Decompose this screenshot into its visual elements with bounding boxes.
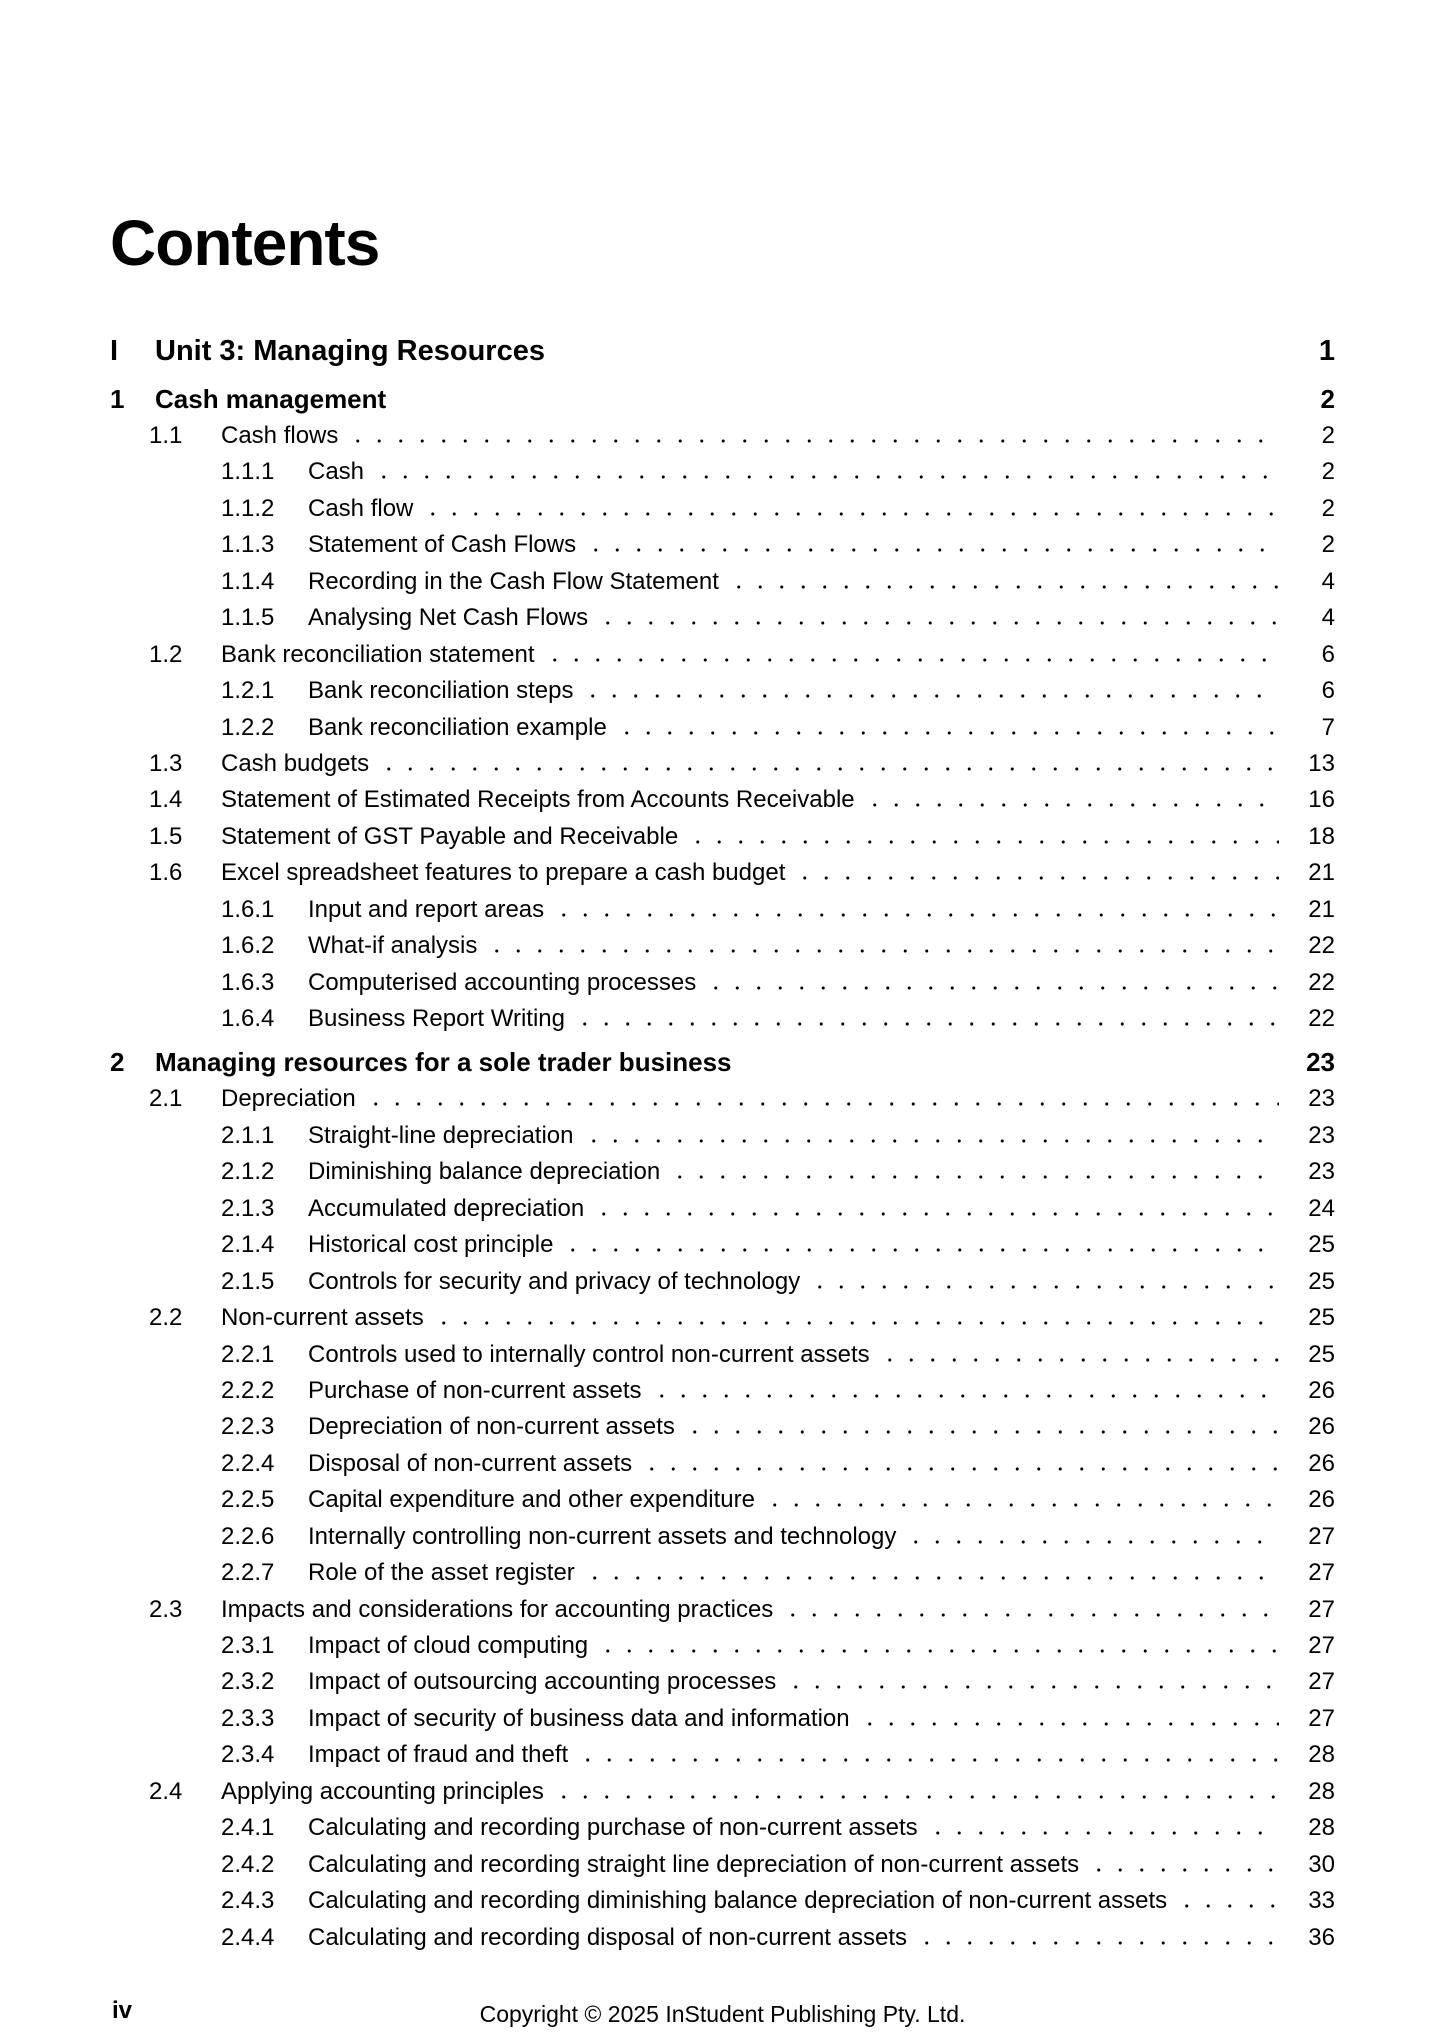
toc-leader-dots <box>395 404 1279 408</box>
toc-entry-title: Calculating and recording disposal of non-current assets <box>308 1923 908 1951</box>
toc-leader-dots <box>553 1795 1279 1799</box>
toc-leader-dots <box>1176 1904 1279 1908</box>
toc-entry-title: Bank reconciliation steps <box>308 677 574 705</box>
toc-entry-number: 2.1 <box>149 1085 183 1113</box>
toc-entry-number: 2.4.3 <box>221 1887 275 1915</box>
toc-entry-title: Cash flow <box>308 494 414 522</box>
toc-entry-page: 2 <box>1321 422 1335 449</box>
toc-leader-dots <box>347 439 1279 443</box>
toc-entry-page: 21 <box>1308 859 1335 887</box>
toc-entry-title: Cash flows <box>221 422 339 449</box>
toc-entry-page: 27 <box>1308 1632 1335 1659</box>
toc-leader-dots <box>597 1649 1279 1653</box>
toc-leader-dots <box>669 1175 1279 1179</box>
toc-entry[interactable] <box>110 1118 1335 1154</box>
toc-entry-title: Non-current assets <box>221 1304 424 1332</box>
toc-entry-title: Accumulated depreciation <box>308 1194 585 1222</box>
toc-entry-page: 22 <box>1308 932 1335 960</box>
toc-leader-dots <box>794 876 1279 880</box>
toc-entry-title: Straight-line depreciation <box>308 1121 574 1149</box>
toc-leader-dots <box>373 475 1279 479</box>
toc-entry-page: 28 <box>1308 1814 1335 1842</box>
toc-entry[interactable] <box>110 637 1335 673</box>
toc-entry-title: Depreciation <box>221 1085 356 1113</box>
toc-entry[interactable] <box>110 1664 1335 1700</box>
toc-leader-dots <box>809 1285 1279 1289</box>
toc-entry-title: Diminishing balance depreciation <box>308 1158 661 1186</box>
toc-entry-title: Impact of outsourcing accounting processes <box>308 1668 777 1696</box>
toc-leader-dots <box>486 949 1279 953</box>
toc-entry-number: 2.2 <box>149 1304 183 1332</box>
toc-entry[interactable] <box>110 673 1335 709</box>
toc-entry-number: 2.2.3 <box>221 1413 275 1441</box>
toc-entry[interactable] <box>110 1044 1335 1081</box>
toc-entry-number: 2.4 <box>149 1777 183 1805</box>
toc-entry[interactable] <box>110 1373 1335 1409</box>
toc-leader-dots <box>651 1394 1279 1398</box>
toc-entry-page: 27 <box>1308 1668 1335 1696</box>
toc-entry-number: 2.2.5 <box>221 1486 275 1514</box>
page-title: Contents <box>110 207 380 279</box>
toc-entry-page: 27 <box>1308 1522 1335 1550</box>
toc-entry[interactable] <box>110 1337 1335 1373</box>
toc-entry-page: 13 <box>1308 749 1335 777</box>
toc-entry-number: 1.5 <box>149 822 183 850</box>
toc-entry-number: 2.3.1 <box>221 1632 275 1659</box>
toc-entry-number: 1.3 <box>149 749 183 777</box>
toc-entry-title: Cash budgets <box>221 749 370 777</box>
toc-entry-title: Business Report Writing <box>308 1005 565 1032</box>
toc-entry-title: Excel spreadsheet features to prepare a cash budget <box>221 859 786 887</box>
toc-entry-page: 27 <box>1308 1704 1335 1732</box>
toc-leader-dots <box>577 1758 1279 1762</box>
toc-entry[interactable] <box>110 600 1335 636</box>
toc-entry-title: Calculating and recording straight line depreciation of non-current assets <box>308 1850 1080 1878</box>
toc-entry-title: Role of the asset register <box>308 1559 575 1587</box>
toc-entry-page: 28 <box>1308 1741 1335 1769</box>
toc-entry[interactable] <box>110 855 1335 891</box>
toc-entry-title: Computerised accounting processes <box>308 968 697 996</box>
toc-entry[interactable] <box>110 746 1335 782</box>
toc-leader-dots <box>574 1022 1279 1026</box>
toc-entry-number: 1.6.1 <box>221 895 275 923</box>
toc-entry[interactable] <box>110 381 1335 418</box>
toc-entry-page: 2 <box>1321 458 1335 486</box>
toc-leader-dots <box>879 1358 1279 1362</box>
toc-entry-number: 1.6.4 <box>221 1005 275 1032</box>
toc-entry-title: Calculating and recording diminishing balance depreciation of non-current assets <box>308 1887 1168 1915</box>
toc-entry-number: 2.1.3 <box>221 1194 275 1222</box>
toc-leader-dots <box>422 512 1279 516</box>
toc-leader-dots <box>859 1722 1279 1726</box>
toc-entry-number: 2.3.3 <box>221 1704 275 1732</box>
toc-entry-title: Analysing Net Cash Flows <box>308 604 589 632</box>
toc-entry-page: 23 <box>1308 1085 1335 1113</box>
toc-leader-dots <box>584 1576 1279 1580</box>
toc-entry[interactable] <box>110 819 1335 855</box>
toc-entry[interactable] <box>110 1774 1335 1810</box>
toc-entry-number: 1.1 <box>149 422 183 449</box>
toc-entry-title: Historical cost principle <box>308 1231 554 1259</box>
toc-entry[interactable] <box>110 1519 1335 1555</box>
toc-entry-title: Calculating and recording purchase of non-current assets <box>308 1814 918 1842</box>
toc-entry[interactable] <box>110 1482 1335 1518</box>
toc-leader-dots <box>554 356 1279 360</box>
toc-leader-dots <box>433 1321 1279 1325</box>
toc-entry-page: 25 <box>1308 1340 1335 1368</box>
toc-entry[interactable] <box>110 782 1335 818</box>
toc-entry-page: 26 <box>1308 1486 1335 1514</box>
toc-entry-title: Statement of Cash Flows <box>308 531 577 559</box>
toc-entry-title: Impact of fraud and theft <box>308 1741 569 1769</box>
toc-entry-page: 26 <box>1308 1449 1335 1477</box>
toc-entry-title: Bank reconciliation example <box>308 713 607 741</box>
toc-entry-page: 4 <box>1321 604 1335 632</box>
toc-leader-dots <box>553 913 1279 917</box>
toc-entry-page: 22 <box>1308 1005 1335 1032</box>
toc-entry-number: 1.2 <box>149 640 183 668</box>
toc-entry[interactable] <box>110 527 1335 563</box>
toc-entry-number: 2.2.7 <box>221 1559 275 1587</box>
toc-entry-page: 27 <box>1308 1595 1335 1623</box>
toc-entry-title: Statement of Estimated Receipts from Accounts Receivable <box>221 786 855 814</box>
toc-entry-page: 24 <box>1308 1194 1335 1222</box>
toc-entry[interactable] <box>110 1592 1335 1628</box>
toc-entry[interactable] <box>110 491 1335 527</box>
toc-leader-dots <box>562 1248 1279 1252</box>
toc-leader-dots <box>365 1102 1279 1106</box>
toc-entry[interactable] <box>110 1701 1335 1737</box>
toc-leader-dots <box>378 767 1279 771</box>
toc-entry[interactable] <box>110 1409 1335 1445</box>
toc-entry-number: 2.4.2 <box>221 1850 275 1878</box>
toc-entry-page: 25 <box>1308 1231 1335 1259</box>
toc-entry-title: Managing resources for a sole trader business <box>155 1047 732 1078</box>
toc-entry-page: 6 <box>1321 640 1335 668</box>
toc-entry-number: 2 <box>110 1047 125 1078</box>
toc-entry[interactable] <box>110 710 1335 746</box>
toc-entry[interactable] <box>110 1628 1335 1664</box>
toc-entry[interactable] <box>110 1446 1335 1482</box>
toc-entry[interactable] <box>110 418 1335 454</box>
toc-entry-page: 26 <box>1308 1376 1335 1404</box>
toc-entry-number: 1.1.4 <box>221 567 275 595</box>
toc-entry-number: 2.4.4 <box>221 1923 275 1951</box>
toc-entry-number: 1.1.5 <box>221 604 275 632</box>
toc-entry-number: 1.1.3 <box>221 531 275 559</box>
toc-entry-page: 1 <box>1318 335 1335 367</box>
toc-entry-title: Cash <box>308 458 365 486</box>
toc-entry-page: 23 <box>1308 1158 1335 1186</box>
toc-entry-number: 1.6 <box>149 859 183 887</box>
toc-entry-title: Internally controlling non-current assets and technology <box>308 1522 897 1550</box>
toc-entry-page: 4 <box>1321 567 1335 595</box>
toc-entry-page: 33 <box>1308 1887 1335 1915</box>
toc-leader-dots <box>927 1831 1279 1835</box>
toc-entry-number: 1.2.1 <box>221 677 275 705</box>
toc-entry-title: Impacts and considerations for accounting practices <box>221 1595 774 1623</box>
toc-entry-number: 1.6.2 <box>221 932 275 960</box>
toc-entry-title: Cash management <box>155 384 387 414</box>
toc-leader-dots <box>597 621 1279 625</box>
toc-entry-title: Applying accounting principles <box>221 1777 544 1805</box>
toc-entry[interactable] <box>110 1081 1335 1117</box>
footer-page-number: iv <box>112 1997 133 2024</box>
toc-entry-page: 23 <box>1308 1121 1335 1149</box>
toc-entry-title: Purchase of non-current assets <box>308 1376 642 1404</box>
toc-leader-dots <box>593 1212 1279 1216</box>
toc-entry-title: Controls used to internally control non-current assets <box>308 1340 870 1368</box>
toc-leader-dots <box>544 658 1280 662</box>
toc-entry[interactable] <box>110 1001 1335 1037</box>
toc-entry-page: 36 <box>1308 1923 1335 1951</box>
toc-entry-page: 27 <box>1308 1559 1335 1587</box>
toc-entry-title: Impact of security of business data and information <box>308 1704 850 1732</box>
toc-leader-dots <box>864 803 1279 807</box>
toc-entry-number: 1.4 <box>149 786 183 814</box>
toc-entry[interactable] <box>110 1264 1335 1300</box>
toc-entry-page: 16 <box>1308 786 1335 814</box>
toc-entry[interactable] <box>110 1920 1335 1956</box>
toc-leader-dots <box>687 840 1279 844</box>
toc-entry[interactable] <box>110 1555 1335 1591</box>
toc-leader-dots <box>684 1430 1279 1434</box>
toc-entry-page: 21 <box>1308 895 1335 923</box>
toc-entry-title: What-if analysis <box>308 932 478 960</box>
toc-entry[interactable] <box>110 928 1335 964</box>
toc-entry-number: 2.1.2 <box>221 1158 275 1186</box>
toc-entry-title: Impact of cloud computing <box>308 1632 589 1659</box>
toc-entry[interactable] <box>110 1227 1335 1263</box>
toc-leader-dots <box>641 1467 1279 1471</box>
toc-entry-number: I <box>110 335 119 367</box>
toc-entry-number: 2.2.2 <box>221 1376 275 1404</box>
toc-entry-number: 1.2.2 <box>221 713 275 741</box>
toc-entry-page: 7 <box>1321 713 1335 741</box>
toc-entry-number: 2.3.2 <box>221 1668 275 1696</box>
toc-leader-dots <box>764 1503 1279 1507</box>
toc-entry[interactable] <box>110 1737 1335 1773</box>
toc-leader-dots <box>582 694 1279 698</box>
toc-entry[interactable] <box>110 1191 1335 1227</box>
toc-entry-page: 2 <box>1321 494 1335 522</box>
toc-entry-page: 6 <box>1321 677 1335 705</box>
toc-entry-title: Input and report areas <box>308 895 545 923</box>
toc-entry-number: 2.2.4 <box>221 1449 275 1477</box>
toc-list <box>110 328 1335 1956</box>
toc-entry-page: 2 <box>1321 531 1335 559</box>
toc-entry[interactable] <box>110 1883 1335 1919</box>
toc-entry-number: 2.2.6 <box>221 1522 275 1550</box>
toc-entry-number: 1.1.2 <box>221 494 275 522</box>
toc-leader-dots <box>785 1685 1279 1689</box>
toc-leader-dots <box>916 1941 1279 1945</box>
toc-entry[interactable] <box>110 892 1335 928</box>
toc-entry-number: 1 <box>110 384 125 414</box>
toc-entry-page: 28 <box>1308 1777 1335 1805</box>
toc-entry[interactable] <box>110 564 1335 600</box>
toc-leader-dots <box>616 731 1279 735</box>
toc-entry-title: Statement of GST Payable and Receivable <box>221 822 679 850</box>
toc-entry[interactable] <box>110 454 1335 490</box>
toc-leader-dots <box>585 548 1279 552</box>
toc-entry-number: 1.1.1 <box>221 458 275 486</box>
toc-leader-dots <box>1088 1868 1279 1872</box>
toc-entry-page: 2 <box>1320 384 1335 414</box>
toc-entry[interactable] <box>110 328 1335 374</box>
toc-entry-title: Unit 3: Managing Resources <box>155 335 545 367</box>
toc-entry-page: 18 <box>1308 822 1335 850</box>
toc-entry[interactable] <box>110 1154 1335 1190</box>
toc-entry-title: Recording in the Cash Flow Statement <box>308 567 719 595</box>
footer-copyright: Copyright © 2025 InStudent Publishing Pty. Ltd. <box>479 2001 966 2027</box>
toc-entry-page: 22 <box>1308 968 1335 996</box>
toc-entry-number: 2.1.5 <box>221 1267 275 1295</box>
toc-entry-title: Bank reconciliation statement <box>221 640 535 668</box>
toc-entry-number: 2.3.4 <box>221 1741 275 1769</box>
toc-leader-dots <box>583 1139 1280 1143</box>
toc-leader-dots <box>905 1540 1279 1544</box>
toc-entry-number: 2.4.1 <box>221 1814 275 1842</box>
toc-entry-number: 2.2.1 <box>221 1340 275 1368</box>
toc-entry[interactable] <box>110 965 1335 1001</box>
toc-entry-title: Controls for security and privacy of technology <box>308 1267 801 1295</box>
toc-leader-dots <box>728 585 1279 589</box>
toc-entry-title: Depreciation of non-current assets <box>308 1413 675 1441</box>
toc-entry[interactable] <box>110 1300 1335 1336</box>
toc-entry[interactable] <box>110 1810 1335 1846</box>
toc-entry-number: 1.6.3 <box>221 968 275 996</box>
toc-entry-title: Capital expenditure and other expenditure <box>308 1486 755 1514</box>
toc-entry-number: 2.3 <box>149 1595 183 1623</box>
toc-leader-dots <box>741 1067 1279 1071</box>
toc-entry-page: 25 <box>1308 1304 1335 1332</box>
toc-entry-page: 30 <box>1308 1850 1335 1878</box>
toc-entry-number: 2.1.1 <box>221 1121 275 1149</box>
toc-entry-page: 23 <box>1306 1047 1335 1078</box>
toc-entry-page: 25 <box>1308 1267 1335 1295</box>
toc-entry-title: Disposal of non-current assets <box>308 1449 633 1477</box>
toc-entry[interactable] <box>110 1847 1335 1883</box>
toc-leader-dots <box>782 1613 1279 1617</box>
toc-entry-page: 26 <box>1308 1413 1335 1441</box>
toc-leader-dots <box>705 986 1279 990</box>
toc-entry-number: 2.1.4 <box>221 1231 275 1259</box>
